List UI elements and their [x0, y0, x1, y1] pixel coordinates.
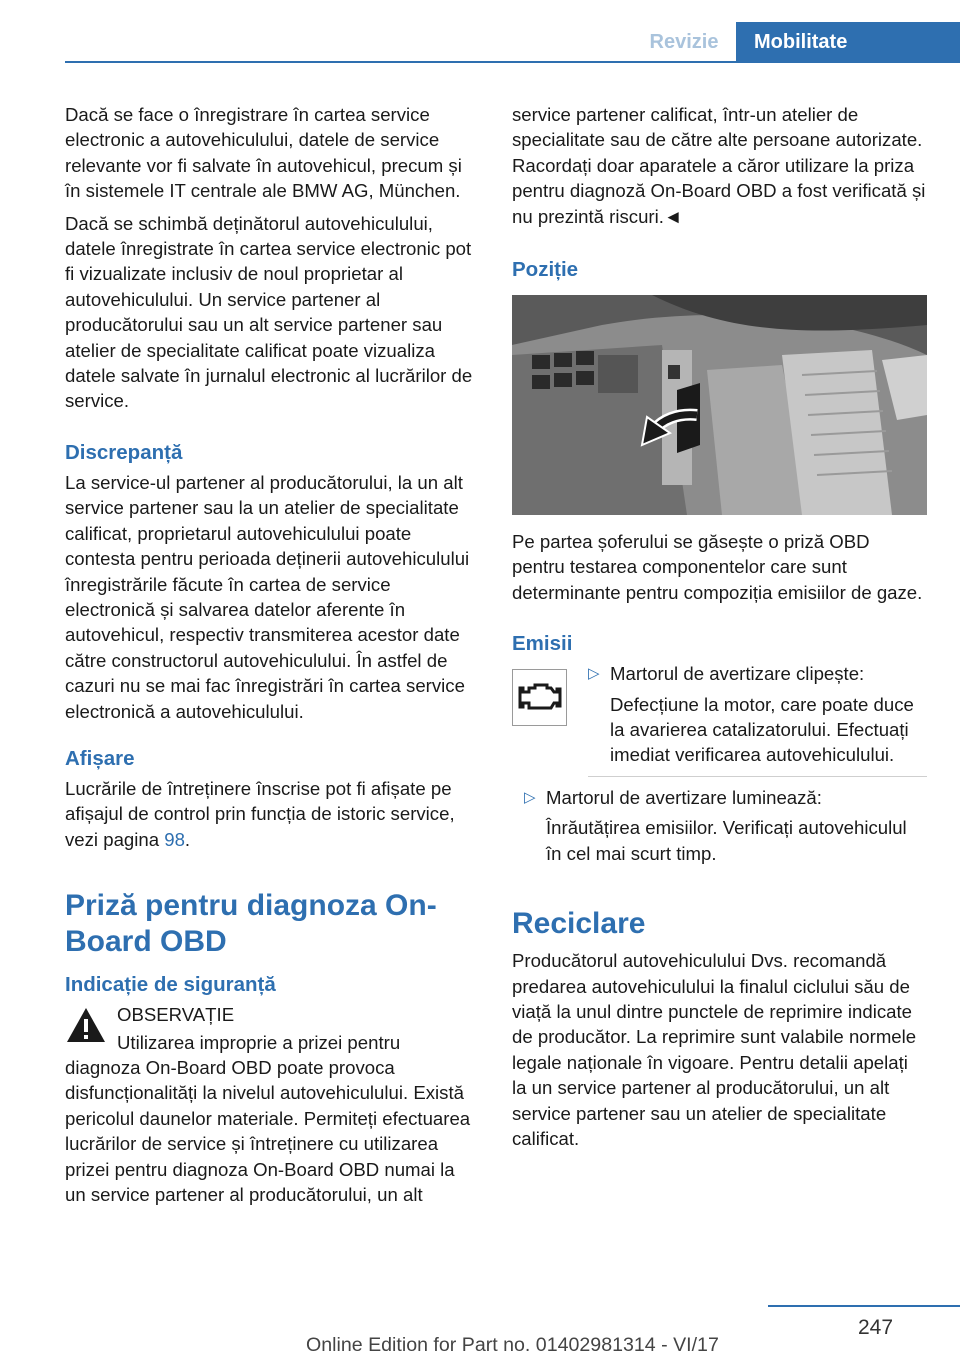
tab-revizie[interactable]: Revizie	[649, 31, 719, 53]
indicator-item-lit: ▷ Martorul de avertizare luminează: Înrăutățirea emisiilor. Verificați autovehiculul în cel mai scurt timp.	[524, 785, 927, 866]
bullet-triangle-icon: ▷	[524, 788, 536, 806]
heading-afisare: Afișare	[65, 746, 135, 770]
heading-emisii: Emisii	[512, 632, 573, 656]
left-column	[65, 102, 480, 1207]
warning-triangle-icon	[65, 1006, 107, 1044]
heading-priza-obd: Priză pentru diagnoza On-Board OBD	[65, 889, 437, 959]
page-reference-link[interactable]: 98	[164, 828, 185, 850]
emissions-indicator-list	[512, 661, 927, 866]
paragraph-owner-change: Dacă se schimbă deținătorul autovehiculului, datele înregistrate în cartea service electronic pot fi vizualizate inclusiv de noul proprietar al autovehiculului. Un service partener al producătorului sau un alt service partener sau atelier de specialitate calificat poate vizualiza datele salvate în jurnalul electronic al lucrărilor de service.	[65, 212, 473, 412]
footer-divider	[768, 1305, 960, 1307]
engine-warning-lamp-icon	[512, 669, 567, 726]
obd-socket-location-photo	[512, 295, 927, 515]
heading-indicatie-siguranta: Indicație de siguranță	[65, 973, 276, 997]
right-column	[512, 102, 927, 1158]
warning-title: OBSERVAȚIE	[117, 1004, 235, 1026]
footer-edition: Online Edition for Part no. 01402981314 - VI/17	[306, 1334, 719, 1356]
heading-discrepanta: Discrepanță	[65, 440, 183, 464]
paragraph-obd-location: Pe partea șoferului se găsește o priză OBD pentru testarea componentelor care sunt determinante pentru compoziția emisiilor de gaze.	[512, 531, 923, 603]
indicator-item-blinking: ▷ Martorul de avertizare clipește: Defecțiune la motor, care poate duce la avarierea catalizatorului. Efectuați imediat verificarea autovehiculului.	[588, 661, 927, 768]
heading-reciclare: Reciclare	[512, 907, 646, 941]
tab-mobilitate[interactable]: Mobilitate	[736, 22, 960, 63]
page-number: 247	[858, 1316, 894, 1339]
paragraph-discrepanta: La service-ul partener al producătorului, la un alt service partener sau la un atelier de specialitate calificat, proprietarul autovehiculului poate contesta pentru perioada deținerii autovehiculului înregistrările făcute în cartea de service electronică și salvarea datelor aferente în autovehicul, respectiv transmiterea acestor date către constructorul autovehiculului. În astfel de cazuri nu se mai fac înregistrări în cartea service electronică a autovehiculului.	[65, 471, 470, 722]
safety-notice	[65, 1002, 480, 1207]
warning-text: Utilizarea improprie a prizei pentru diagnoza On-Board OBD poate provoca disfuncționalități la nivelul autovehiculului. Există pericolul daunelor materiale. Permiteți efectuarea lucrărilor de service și întreținere cu utilizarea prizei pentru diagnoza On-Board OBD numai la un service partener al producătorului, un alt	[65, 1031, 471, 1205]
paragraph-afisare: Lucrările de întreținere înscrise pot fi afișate pe afișajul de control prin funcția de istoric service, vezi pagina 98.	[65, 777, 455, 850]
paragraph-reciclare: Producătorul autovehiculului Dvs. recomandă predarea autovehiculului la finalul ciclului său de viață la unul dintre punctele de reprimire indicate de producător. La reprimire sunt valabile normele legale naționale în vigoare. Pentru detalii apelați la un service partener al producătorului, un alt service partener sau un atelier de specialitate calificat.	[512, 950, 917, 1149]
header-divider	[65, 61, 960, 63]
heading-pozitie: Poziție	[512, 258, 579, 282]
indicator-item-lit-detail: Înrăutățirea emisiilor. Verificați autovehiculul în cel mai scurt timp.	[546, 817, 907, 864]
list-divider	[588, 776, 927, 777]
bullet-triangle-icon: ▷	[588, 665, 600, 683]
paragraph-warning-continued: service partener calificat, într-un atelier de specialitate sau de către alte persoane autorizate. Racordați doar aparatele a căror utilizare la priza pentru diagnoză On-Board OBD a fost verificată și nu prezintă riscuri.◄	[512, 104, 926, 227]
indicator-item-blinking-detail: Defecțiune la motor, care poate duce la avarierea catalizatorului. Efectuați imediat verificarea autovehiculului.	[610, 693, 914, 766]
paragraph-service-record: Dacă se face o înregistrare în cartea service electronic a autovehiculului, datele de service relevante vor fi salvate în autovehicul, precum și în sistemele IT centrale ale BMW AG, München.	[65, 104, 462, 202]
